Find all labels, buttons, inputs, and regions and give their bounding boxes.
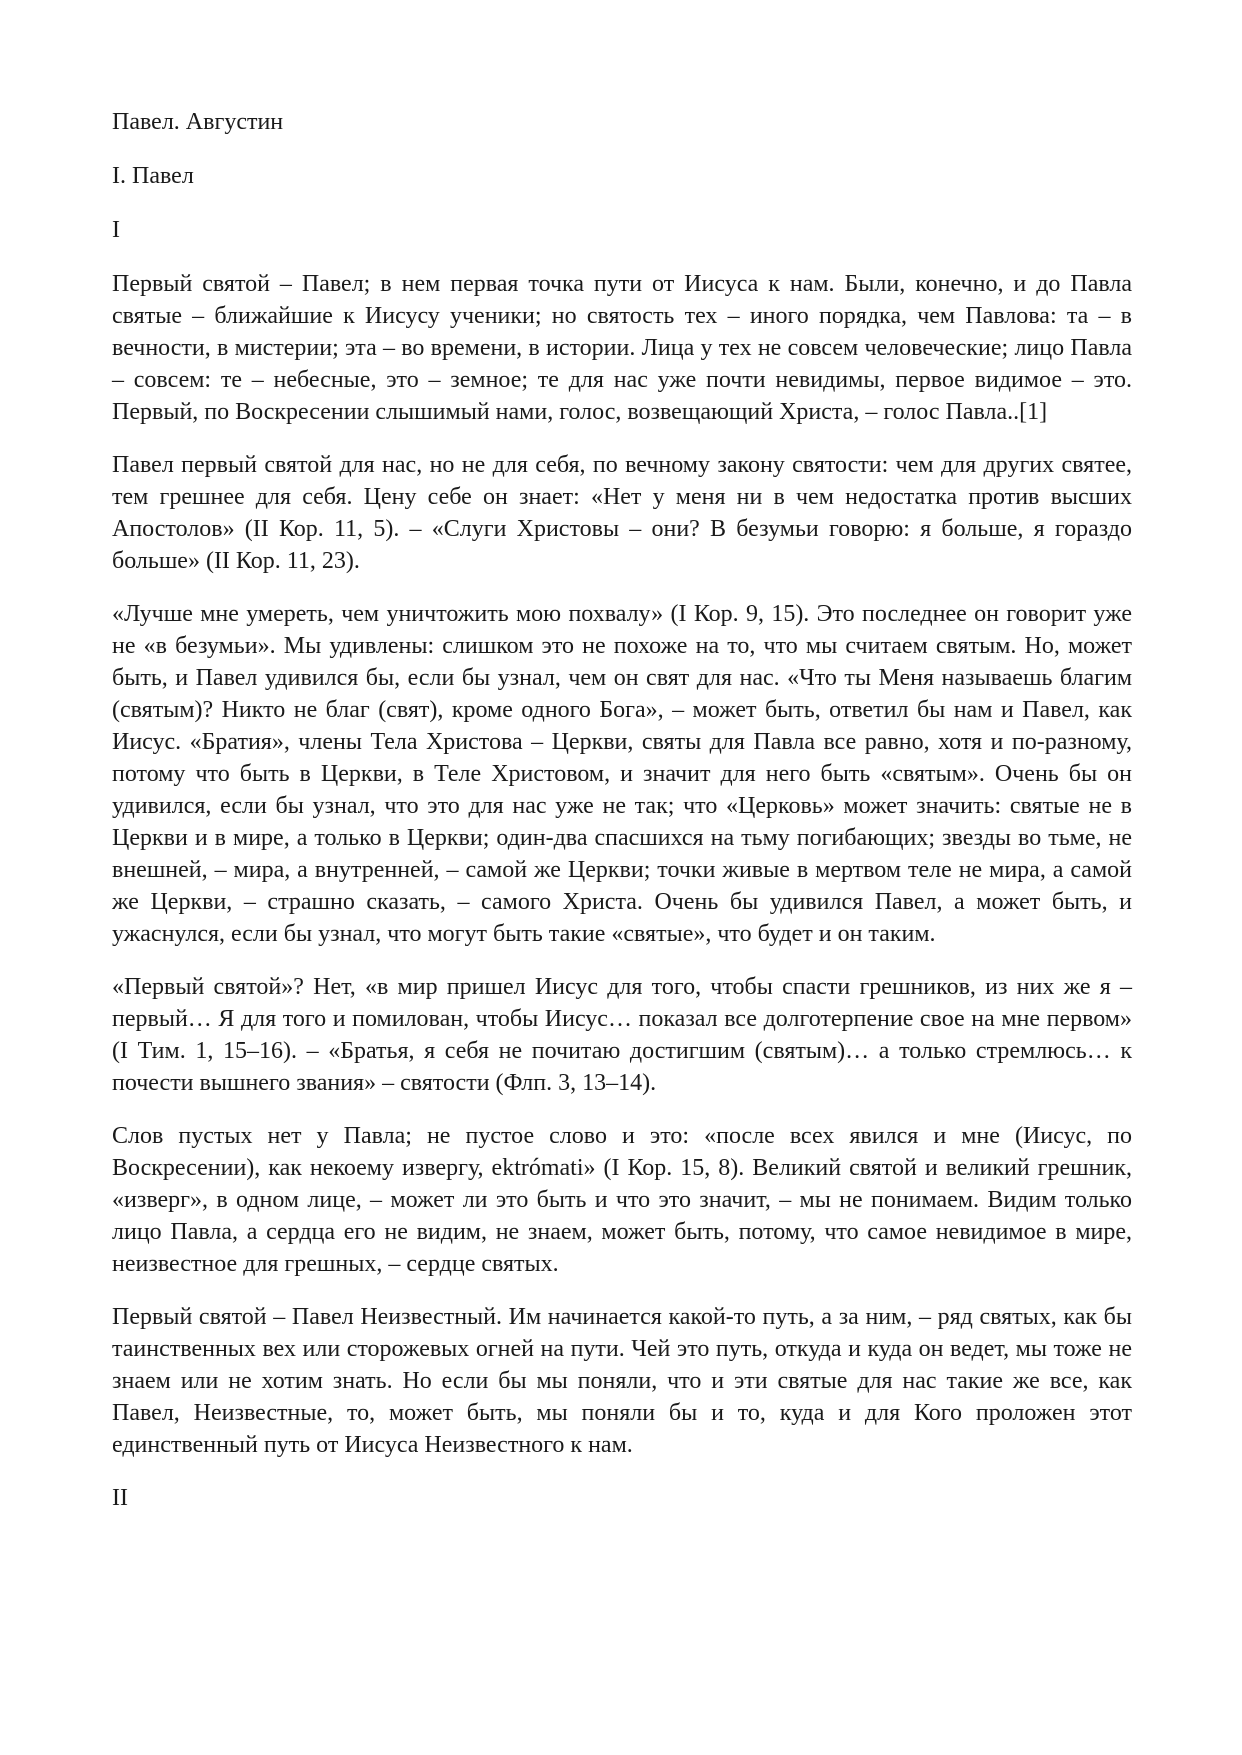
chapter-heading-1: I — [112, 217, 120, 243]
paragraph-2: Павел первый святой для нас, но не для себя, по вечному закону святости: чем для других святее, тем грешнее для себя. Цену себе он знает: «Нет у меня ни в чем недостатка против высших Апостолов» (II Кор. 11, 5). – «Слуги Христовы – они? В безумьи говорю: я больше, я гораздо больше» (II Кор. 11, 23). — [112, 452, 1132, 574]
document-title: Павел. Августин — [112, 109, 284, 135]
paragraph-3: «Лучше мне умереть, чем уничтожить мою похвалу» (I Кор. 9, 15). Это последнее он говорит уже не «в безумьи». Мы удивлены: слишком это не похоже на то, что мы считаем святым. Но, может быть, и Павел удивился бы, если бы узнал, чем он свят для нас. «Что ты Меня называешь благим (святым)? Никто не благ (свят), кроме одного Бога», – может быть, ответил бы нам и Павел, как Иисус. «Братия», члены Тела Христова – Церкви, святы для Павла все равно, хотя и по-разному, потому что быть в Церкви, в Теле Христовом, и значит для него быть «святым». Очень бы он удивился, если бы узнал, что это для нас уже не так; что «Церковь» может значить: святые не в Церкви и в мире, а только в Церкви; один-два спасшихся на тьму погибающих; звезды во тьме, не внешней, – мира, а внутренней, – самой же Церкви; точки живые в мертвом теле не мира, а самой же Церкви, – страшно сказать, – самого Христа. Очень бы удивился Павел, а может быть, и ужаснулся, если бы узнал, что могут быть такие «святые», что будет и он таким. — [112, 601, 1132, 947]
document-page — [112, 106, 1132, 1514]
paragraph-4: «Первый святой»? Нет, «в мир пришел Иисус для того, чтобы спасти грешников, из них же я – первый… Я для того и помилован, чтобы Иисус… показал все долготерпение свое на мне первом» (I Тим. 1, 15–16). – «Братья, я себя не почитаю достигшим (святым)… а только стремлюсь… к почести вышнего звания» – святости (Флп. 3, 13–14). — [112, 974, 1132, 1096]
paragraph-6: Первый святой – Павел Неизвестный. Им начинается какой-то путь, а за ним, – ряд святых, как бы таинственных вех или сторожевых огней на пути. Чей это путь, откуда и куда он ведет, мы тоже не знаем или не хотим знать. Но если бы мы поняли, что и эти святые для нас такие же все, как Павел, Неизвестные, то, может быть, мы поняли бы и то, куда и для Кого проложен этот единственный путь от Иисуса Неизвестного к нам. — [112, 1304, 1132, 1458]
paragraph-5: Слов пустых нет у Павла; не пустое слово и это: «после всех явился и мне (Иисус, по Воскресении), как некоему извергу, ektrómati» (I Кор. 15, 8). Великий святой и великий грешник, «изверг», в одном лице, – может ли это быть и что это значит, – мы не понимаем. Видим только лицо Павла, а сердца его не видим, не знаем, может быть, потому, что самое невидимое в мире, неизвестное для грешных, – сердце святых. — [112, 1123, 1132, 1277]
paragraph-1: Первый святой – Павел; в нем первая точка пути от Иисуса к нам. Были, конечно, и до Павла святые – ближайшие к Иисусу ученики; но святость тех – иного порядка, чем Павлова: та – в вечности, в мистерии; эта – во времени, в истории. Лица у тех не совсем человеческие; лицо Павла – совсем: те – небесные, это – земное; те для нас уже почти невидимы, первое видимое – это. Первый, по Воскресении слышимый нами, голос, возвещающий Христа, – голос Павла..[1] — [112, 271, 1132, 425]
part-heading: I. Павел — [112, 163, 194, 189]
chapter-heading-2: II — [112, 1485, 128, 1511]
